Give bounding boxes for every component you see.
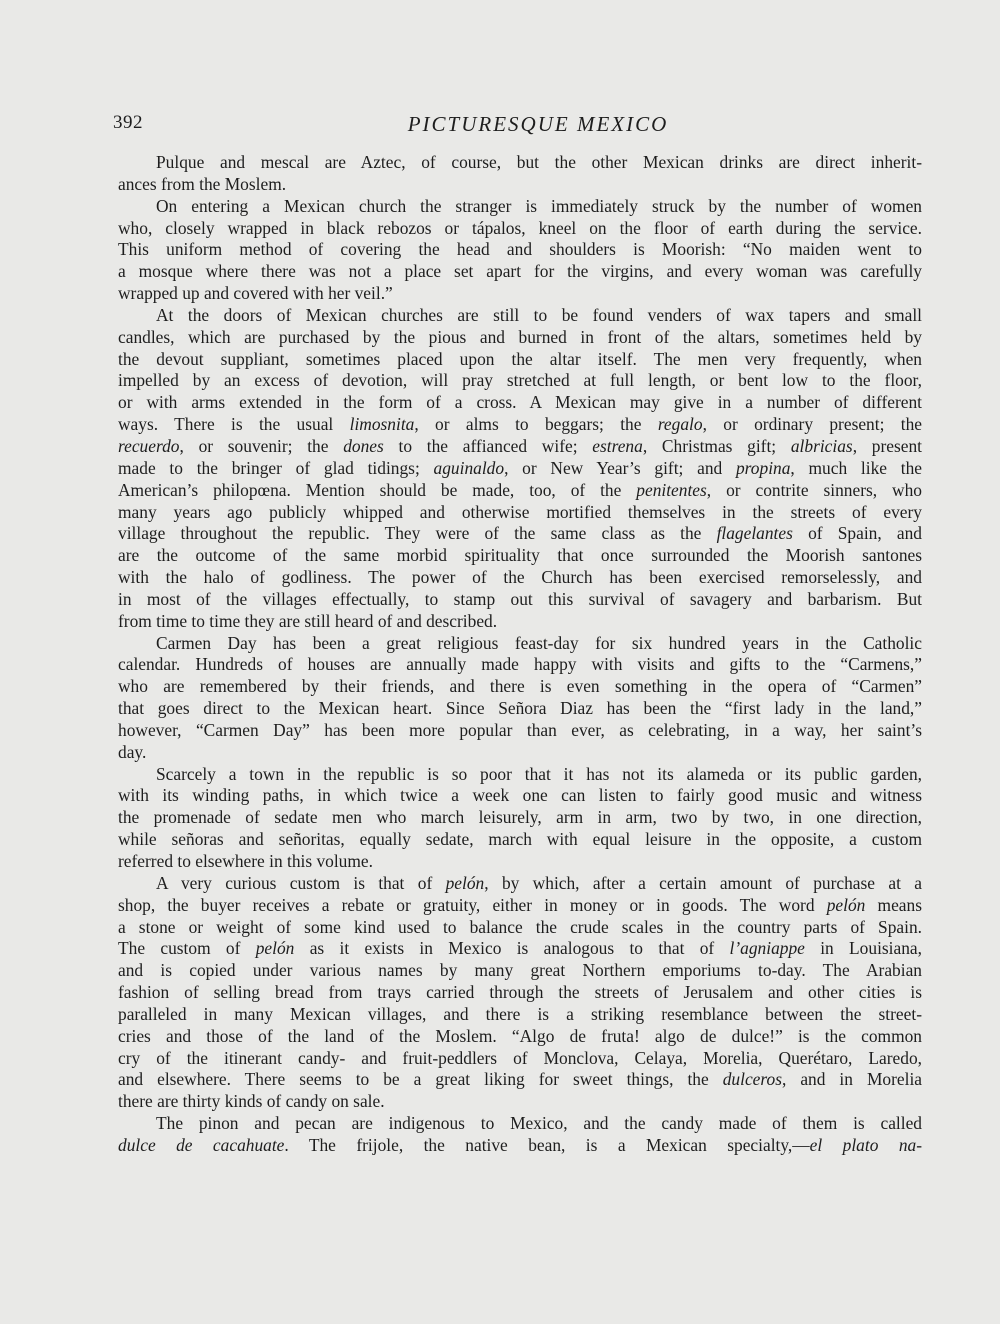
text-line: The pinon and pecan are indigenous to Mexico, and the candy made of them is called [156,1113,922,1134]
text-line: ways. There is the usual limosnita, or alms to beggars; the regalo, or ordinary present; the [118,414,923,435]
text-line: village throughout the republic. They were of the same class as the flagelantes of Spain, and [118,523,922,544]
paragraph [118,196,922,305]
text-line: wrapped up and covered with her veil.” [118,283,393,304]
text-line: ances from the Moslem. [118,173,287,194]
text-line: This uniform method of covering the head and shoulders is Moorish: “No maiden went to [118,239,922,260]
text-line: calendar. Hundreds of houses are annually made happy with visits and gifts to the “Carmens,” [118,654,922,675]
text-line: The custom of pelón as it exists in Mexico is analogous to that of l’agniappe in Louisiana, [118,938,922,959]
text-line: with the halo of godliness. The power of the Church has been exercised remorselessly, and [118,567,922,588]
paragraph [118,764,922,873]
text-line: there are thirty kinds of candy on sale. [118,1091,385,1112]
text-line: from time to time they are still heard of and described. [118,610,498,631]
text-line: impelled by an excess of devotion, will pray stretched at full length, or bent low to the floor, [118,370,922,391]
text-line: with its winding paths, in which twice a week one can listen to fairly good music and witness [118,785,922,806]
page-header [113,112,923,142]
paragraph [118,873,922,1113]
text-line: however, “Carmen Day” has been more popular than ever, as celebrating, in a way, her saint’s [118,719,922,740]
text-line: Scarcely a town in the republic is so poor that it has not its alameda or its public garden, [156,763,922,784]
text-line: fashion of selling bread from trays carried through the streets of Jerusalem and other cities is [118,982,922,1003]
text-line: a mosque where there was not a place set apart for the virgins, and every woman was carefully [118,261,922,282]
text-line: dulce de cacahuate. The frijole, the native bean, is a Mexican specialty,—el plato na- [118,1134,923,1155]
text-line: many years ago publicly whipped and otherwise mortified themselves in the streets of every [118,501,922,522]
text-line: and is copied under various names by many great Northern emporiums to-day. The Arabian [118,960,922,981]
text-line: A very curious custom is that of pelón, by which, after a certain amount of purchase at a [156,872,922,893]
text-line: the promenade of sedate men who march leisurely, arm in arm, two by two, in one direction, [118,807,922,828]
text-line: American’s philopœna. Mention should be made, too, of the penitentes, or contrite sinners, who [118,479,923,500]
text-line: candles, which are purchased by the pious and burned in front of the altars, sometimes held by [118,326,922,347]
paragraph [118,305,922,633]
text-line: or with arms extended in the form of a cross. A Mexican may give in a number of different [118,392,922,413]
text-line: and elsewhere. There seems to be a great liking for sweet things, the dulceros, and in Morelia [118,1069,923,1090]
text-line: while señoras and señoritas, equally sedate, march with equal leisure in the opposite, a custom [118,829,922,850]
running-title: PICTURESQUE MEXICO [407,112,669,136]
text-line: On entering a Mexican church the stranger is immediately struck by the number of women [156,195,922,216]
text-line: Carmen Day has been a great religious feast-day for six hundred years in the Catholic [156,632,922,653]
body-text [118,152,922,1157]
text-line: referred to elsewhere in this volume. [118,851,373,871]
text-line: made to the bringer of glad tidings; aguinaldo, or New Year’s gift; and propina, much like the [118,457,922,478]
text-line: At the doors of Mexican churches are still to be found venders of wax tapers and small [156,304,922,325]
text-line: recuerdo, or souvenir; the dones to the affianced wife; estrena, Christmas gift; albricias, present [118,435,922,456]
text-line: a stone or weight of some kind used to balance the crude scales in the country parts of Spain. [118,916,922,937]
text-line: in most of the villages effectually, to stamp out this survival of savagery and barbarism. But [118,588,922,609]
text-line: cries and those of the land of the Moslem. “Algo de fruta! algo de dulce!” is the common [118,1025,922,1046]
text-line: the devout suppliant, sometimes placed upon the altar itself. The men very frequently, when [118,348,922,369]
text-line: paralleled in many Mexican villages, and there is a striking resemblance between the street- [118,1003,922,1024]
text-line: Pulque and mescal are Aztec, of course, but the other Mexican drinks are direct inherit- [156,152,922,172]
text-line: are the outcome of the same morbid spirituality that once surrounded the Moorish santones [118,545,922,566]
text-line: shop, the buyer receives a rebate or gratuity, either in money or in goods. The word pelón means [118,894,922,915]
text-line: who, closely wrapped in black rebozos or tápalos, kneel on the floor of earth during the service. [118,217,922,238]
text-line: that goes direct to the Mexican heart. Since Señora Diaz has been the “first lady in the land,” [118,698,922,719]
text-line: day. [118,741,147,762]
paragraph [118,633,922,764]
paragraph [118,1113,922,1157]
page-number: 392 [113,112,143,133]
text-line: cry of the itinerant candy- and fruit-peddlers of Monclova, Celaya, Morelia, Querétaro, Laredo, [118,1047,922,1068]
paragraph [118,152,922,196]
text-line: who are remembered by their friends, and there is even something in the opera of “Carmen” [118,676,922,697]
